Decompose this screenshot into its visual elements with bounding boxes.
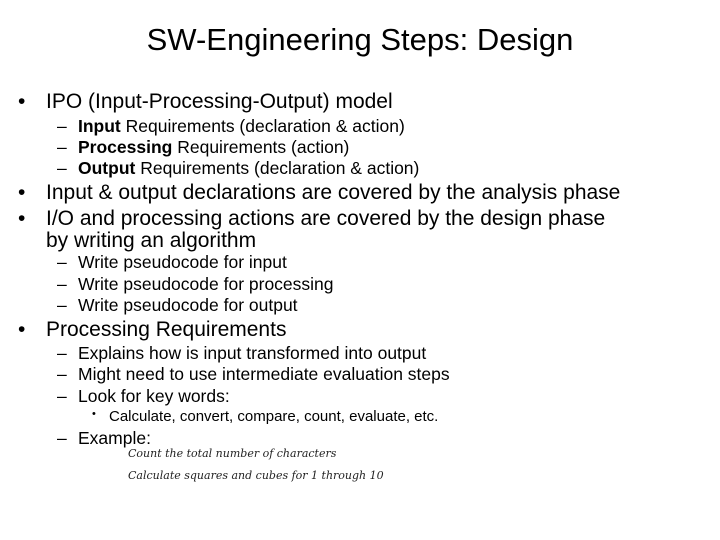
bullet-design-phase: I/O and processing actions are covered by the design phase: [46, 207, 606, 230]
dash-marker: –: [57, 295, 67, 315]
bullet-processing-requirements: Processing Requirements: [46, 318, 287, 341]
bullet-marker: •: [18, 181, 26, 204]
dash-marker: –: [57, 343, 67, 363]
sub-item-example: Example:: [78, 428, 151, 448]
sub-item-explains: Explains how is input transformed into output: [78, 343, 427, 363]
sub-item-output: [78, 158, 419, 179]
sub-sub-item-keywords-list: Calculate, convert, compare, count, evaluate, etc.: [109, 408, 439, 425]
sub-item-intermediate: Might need to use intermediate evaluation steps: [78, 364, 450, 384]
sub-item-text: Requirements (declaration & action): [135, 158, 420, 178]
bullet-ipo-model: IPO (Input-Processing-Output) model: [46, 90, 393, 113]
sub-item-bold: Processing: [78, 137, 173, 157]
dash-marker: –: [57, 364, 67, 384]
sub-item-pseudocode-output: Write pseudocode for output: [78, 295, 298, 315]
dash-marker: –: [57, 252, 67, 272]
sub-item-bold: Input: [78, 116, 121, 136]
sub-item-input: [78, 116, 405, 137]
sub-item-key-words: Look for key words:: [78, 386, 230, 406]
sub-item-processing: [78, 137, 349, 158]
sub-item-pseudocode-processing: Write pseudocode for processing: [78, 274, 334, 294]
dash-marker: –: [57, 274, 67, 294]
dash-marker: –: [57, 386, 67, 406]
bullet-marker: •: [18, 318, 26, 341]
sub-item-bold: Output: [78, 158, 136, 178]
dash-marker: –: [57, 158, 67, 178]
dash-marker: –: [57, 137, 67, 157]
dash-marker: –: [57, 428, 67, 448]
sub-item-pseudocode-input: Write pseudocode for input: [78, 252, 287, 272]
handwritten-example-1: Count the total number of characters: [128, 447, 337, 460]
sub-item-text: Requirements (action): [172, 137, 350, 157]
sub-item-text: Requirements (declaration & action): [120, 116, 405, 136]
bullet-marker: •: [18, 207, 26, 230]
bullet-marker: •: [18, 90, 26, 113]
handwritten-example-2: Calculate squares and cubes for 1 through 10: [128, 469, 384, 482]
bullet-marker-small: •: [92, 408, 96, 420]
bullet-analysis-phase: Input & output declarations are covered by the analysis phase: [46, 181, 621, 204]
dash-marker: –: [57, 116, 67, 136]
slide-title: SW-Engineering Steps: Design: [146, 22, 574, 57]
bullet-design-phase-cont: by writing an algorithm: [46, 229, 257, 252]
